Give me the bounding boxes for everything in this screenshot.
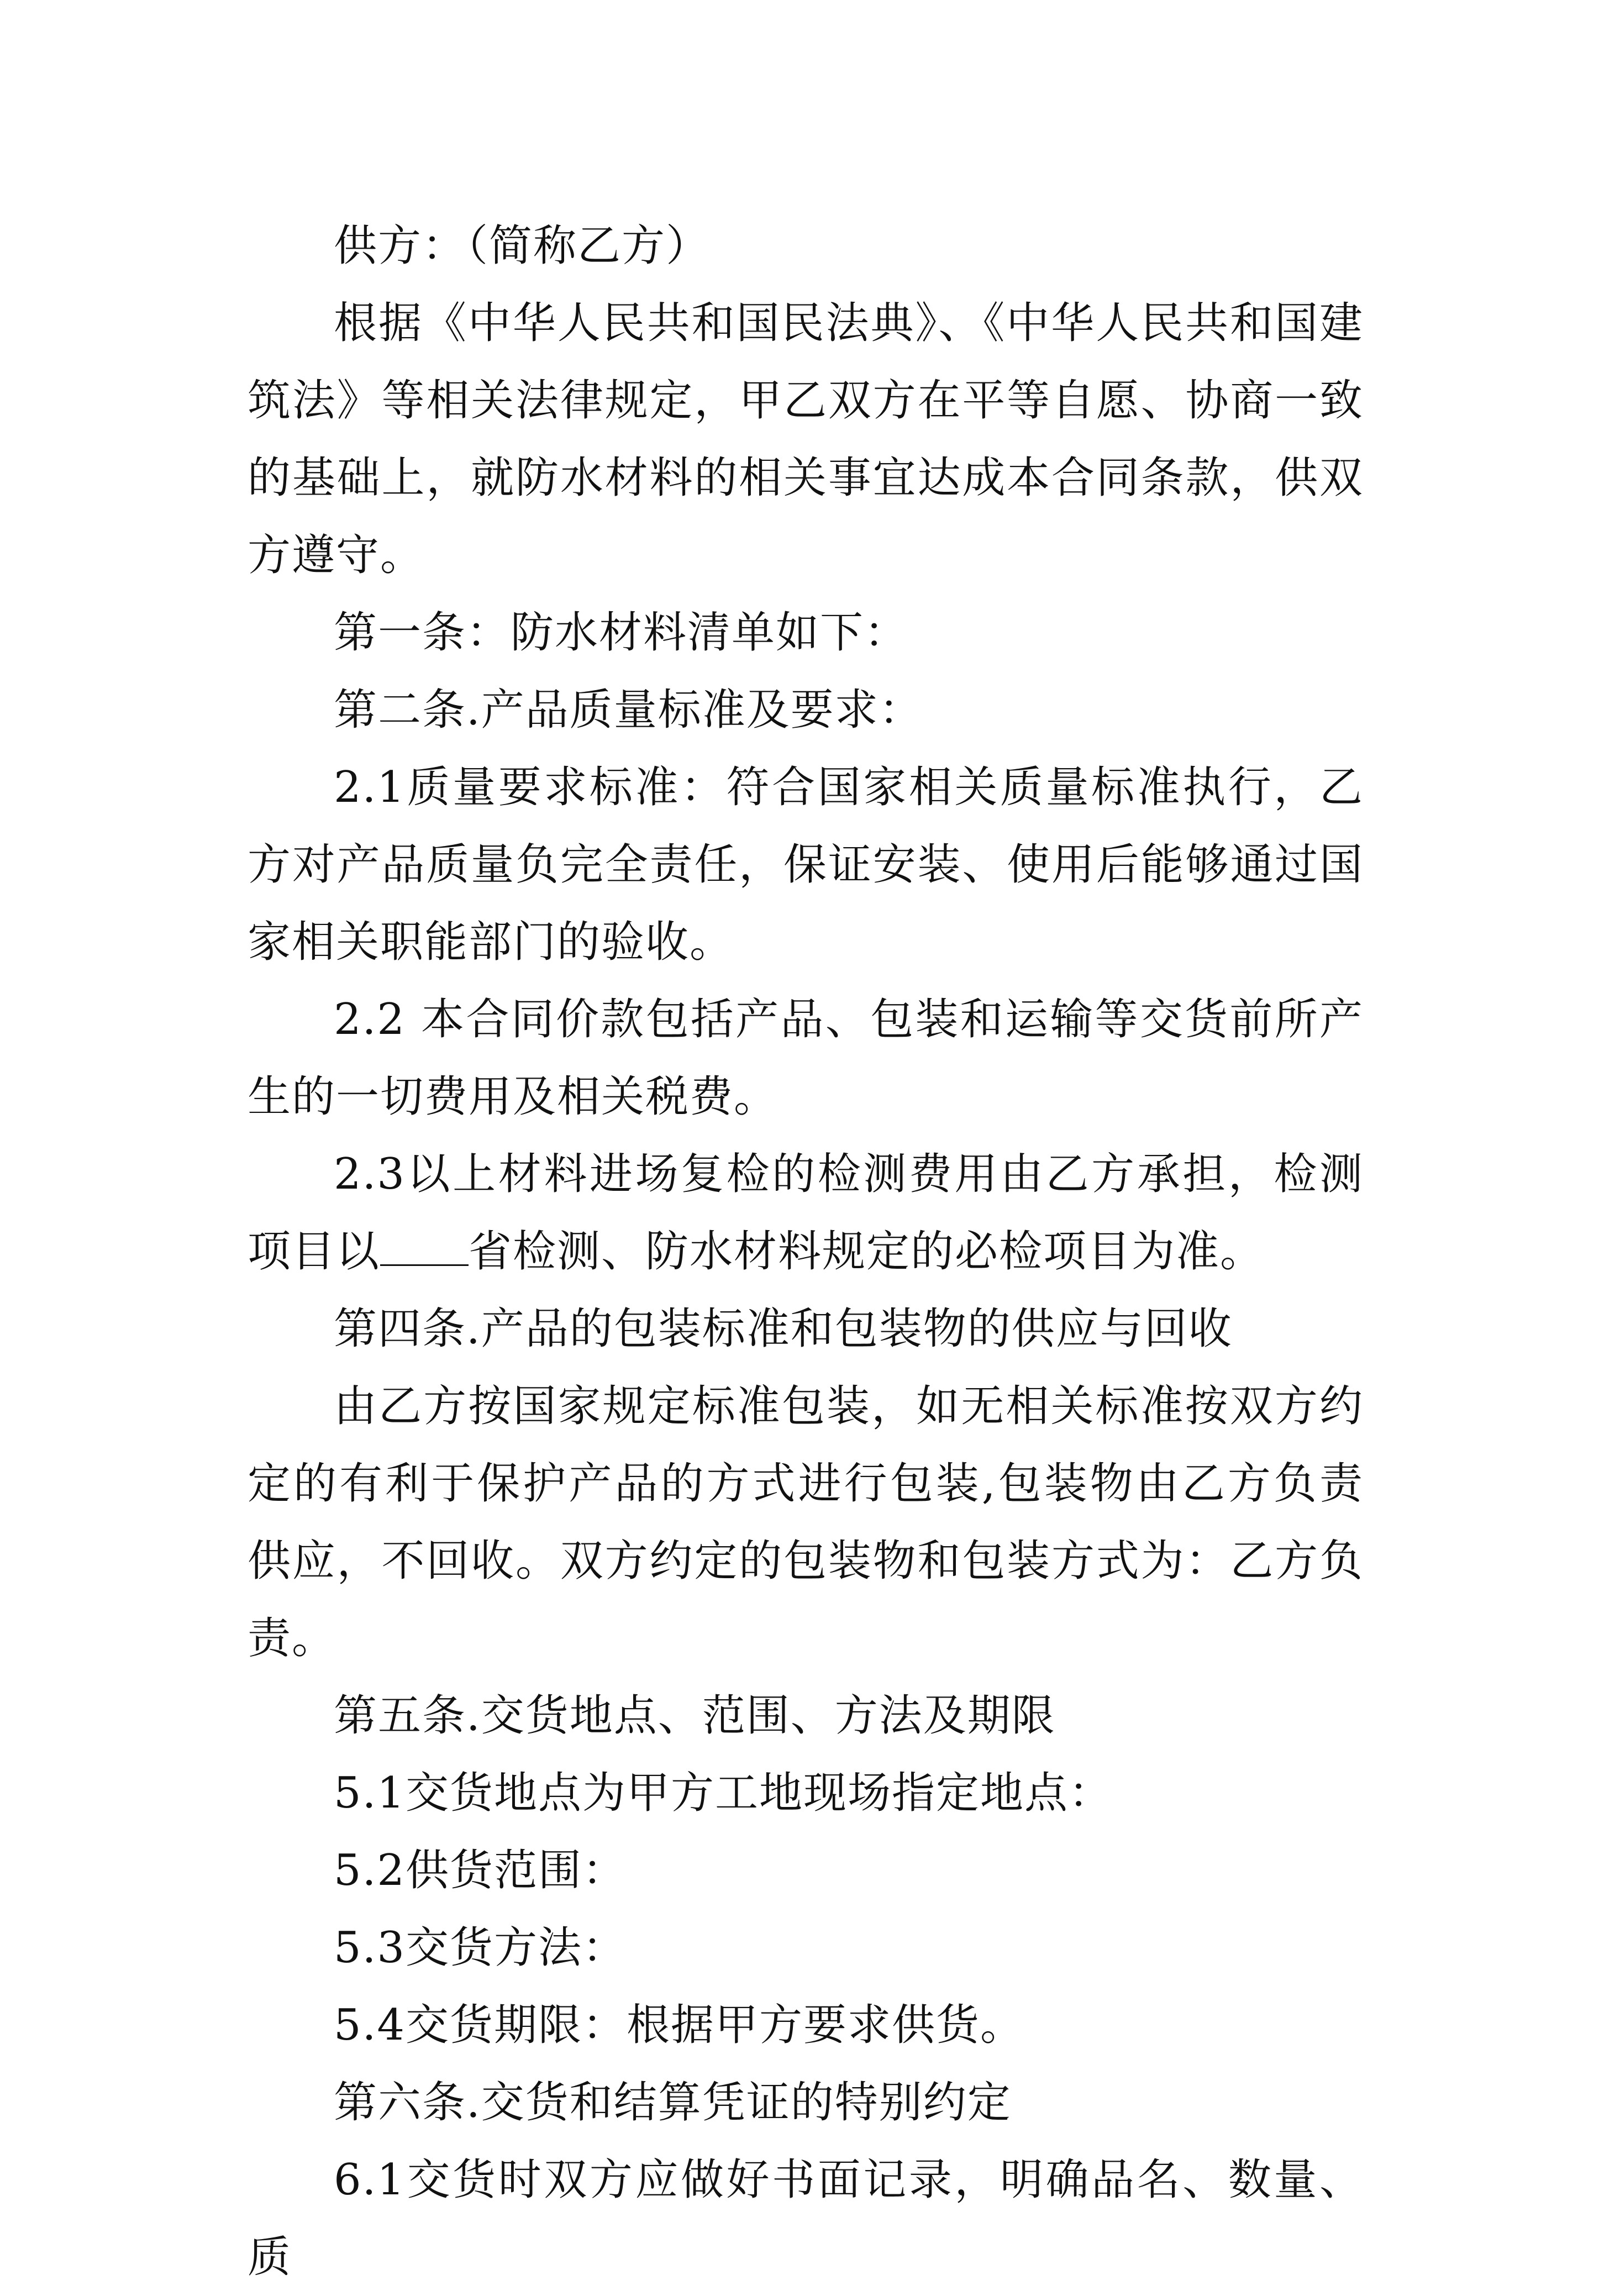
- clause-2-3: [248, 1136, 1364, 1290]
- article-2-heading: 第二条.产品质量标准及要求：: [334, 685, 923, 735]
- clause-5-4: 5.4交货期限：根据甲方要求供货。: [334, 2000, 1025, 2050]
- clause-5-2: 5.2供货范围：: [334, 1846, 627, 1895]
- clause-2-3-part2: 省检测、防水材料规定的必检项目为准。: [469, 1227, 1265, 1276]
- clause-6-1: 6.1交货时双方应做好书面记录，明确品名、数量、质: [248, 2155, 1364, 2282]
- fill-in-blank: [380, 1231, 469, 1266]
- clause-5-3: 5.3交货方法：: [334, 1923, 627, 1973]
- article-1-heading: 第一条：防水材料清单如下：: [334, 608, 909, 658]
- clause-2-1: 2.1质量要求标准：符合国家相关质量标准执行，乙方对产品质量负完全责任，保证安装、使用后能够通过国家相关职能部门的验收。: [248, 763, 1364, 967]
- contract-body: [248, 207, 1364, 2296]
- supplier-line: 供方：（简称乙方）: [334, 221, 711, 271]
- clause-2-2: 2.2 本合同价款包括产品、包装和运输等交货前所产生的一切费用及相关税费。: [248, 995, 1364, 1122]
- article-6-heading: 第六条.交货和结算凭证的特别约定: [334, 2078, 1012, 2127]
- clause-2-3-part1: 2.3以上材料进场复检的检测费用由乙方承担，检测项目以: [248, 1149, 1364, 1276]
- article-5-heading: 第五条.交货地点、范围、方法及期限: [334, 1691, 1056, 1741]
- article-4-heading: 第四条.产品的包装标准和包装物的供应与回收: [334, 1304, 1233, 1354]
- legal-basis-paragraph: 根据《中华人民共和国民法典》、《中华人民共和国建筑法》等相关法律规定，甲乙双方在平等自愿、协商一致的基础上，就防水材料的相关事宜达成本合同条款，供双方遵守。: [248, 298, 1364, 580]
- clause-5-1: 5.1交货地点为甲方工地现场指定地点：: [334, 1768, 1113, 1818]
- article-4-body: 由乙方按国家规定标准包装，如无相关标准按双方约定的有利于保护产品的方式进行包装,包装物由乙方负责供应，不回收。双方约定的包装物和包装方式为：乙方负责。: [248, 1381, 1364, 1663]
